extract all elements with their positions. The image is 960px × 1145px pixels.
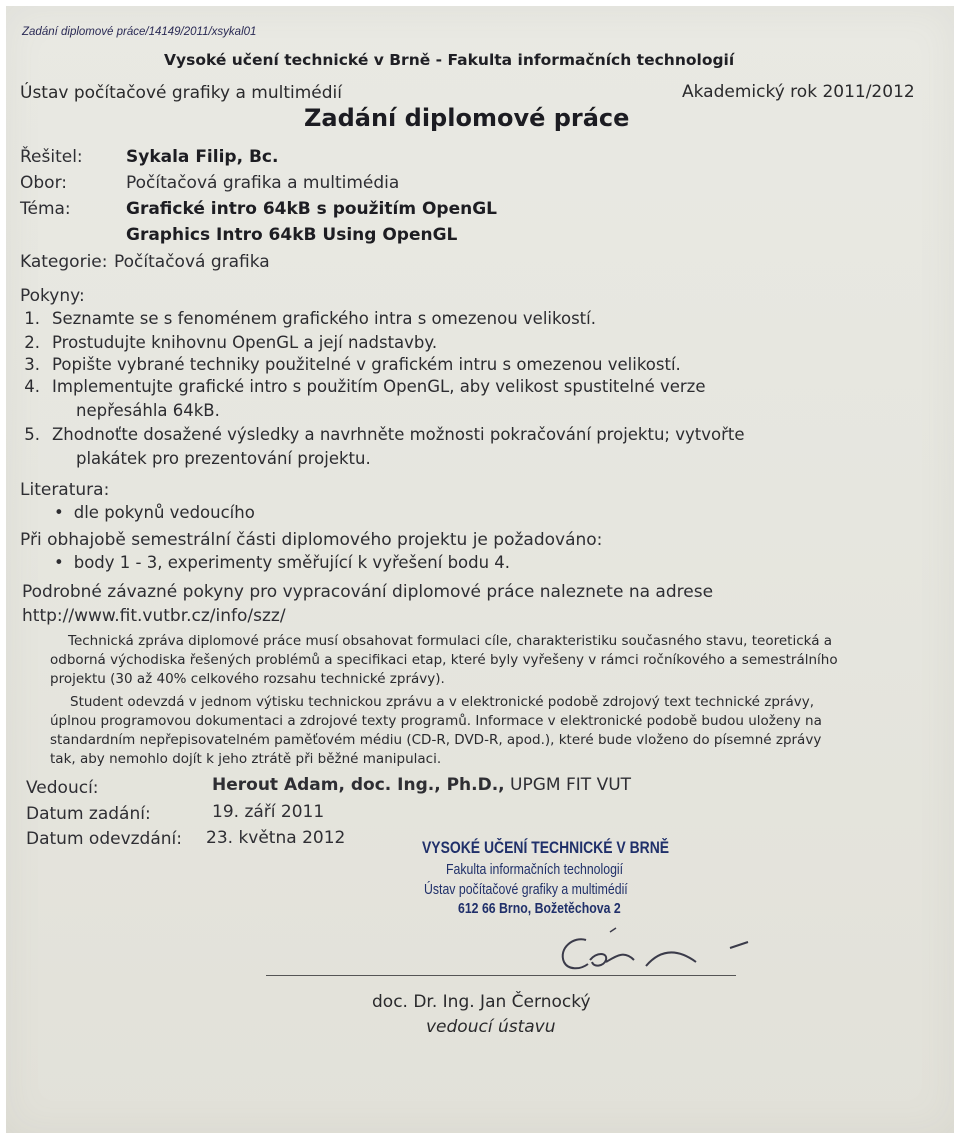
- solver-name: Sykala Filip, Bc.: [126, 147, 279, 167]
- university-heading: Vysoké učení technické v Brně - Fakulta informačních technologií: [164, 51, 735, 69]
- department-name: Ústav počítačové grafiky a multimédií: [20, 83, 342, 103]
- list-item: 2. Prostudujte knihovnu OpenGL a její nadstavby.: [24, 333, 438, 352]
- signatory-name: doc. Dr. Ing. Jan Černocký: [372, 992, 591, 1012]
- list-item: 1. Seznamte se s fenoménem grafického intra s omezenou velikostí.: [24, 309, 596, 328]
- assigned-date: 19. září 2011: [212, 802, 325, 822]
- guidelines-url: http://www.fit.vutbr.cz/info/szz/: [22, 606, 286, 626]
- handwritten-signature: [546, 922, 756, 978]
- topic-czech: Grafické intro 64kB s použitím OpenGL: [126, 199, 497, 219]
- note-line: standardním nepřepisovatelném paměťovém médiu (CD-R, DVD-R, apod.), které bude vloženo do písemné zprávy: [50, 732, 822, 748]
- category-label: Kategorie:: [20, 252, 108, 272]
- stamp-faculty: Fakulta informačních technologií: [446, 861, 624, 878]
- stamp-department: Ústav počítačové grafiky a multimédií: [424, 881, 628, 898]
- solver-label: Řešitel:: [20, 147, 83, 167]
- defense-label: Při obhajobě semestrální části diplomového projektu je požadováno:: [20, 530, 603, 550]
- field-value: Počítačová grafika a multimédia: [126, 173, 400, 193]
- note-line: Technická zpráva diplomové práce musí obsahovat formulaci cíle, charakteristiku současného stavu, teoretická a: [68, 633, 833, 649]
- document-reference: Zadání diplomové práce/14149/2011/xsykal01: [22, 26, 257, 38]
- supervisor: [212, 775, 631, 795]
- supervisor-name: Herout Adam, doc. Ing., Ph.D.,: [212, 775, 505, 795]
- bullet-icon: •: [54, 553, 64, 572]
- category-value: Počítačová grafika: [114, 252, 270, 272]
- note-line: úplnou programovou dokumentaci a zdrojové texty programů. Informace v elektronické podobě budou uloženy na: [50, 713, 822, 729]
- page-title: Zadání diplomové práce: [304, 104, 630, 132]
- list-item-continuation: nepřesáhla 64kB.: [76, 401, 220, 420]
- topic-english: Graphics Intro 64kB Using OpenGL: [126, 225, 458, 245]
- note-line: Student odevzdá v jednom výtisku technickou zprávu a v elektronické podobě zdrojový text technické zprávy,: [70, 694, 815, 710]
- field-label: Obor:: [20, 173, 67, 193]
- signatory-role: vedoucí ústavu: [426, 1017, 556, 1037]
- note-line: projektu (30 až 40% celkového rozsahu technické zprávy).: [50, 671, 445, 687]
- submission-date-label: Datum odevzdání:: [26, 829, 182, 849]
- list-item: 3. Popište vybrané techniky použitelné v grafickém intru s omezenou velikostí.: [24, 355, 681, 374]
- topic-label: Téma:: [20, 199, 71, 219]
- instructions-label: Pokyny:: [20, 286, 85, 306]
- list-item-continuation: plakátek pro prezentování projektu.: [76, 449, 371, 468]
- literature-label: Literatura:: [20, 480, 110, 500]
- stamp-university: VYSOKÉ UČENÍ TECHNICKÉ V BRNĚ: [422, 838, 670, 857]
- list-item: • dle pokynů vedoucího: [54, 503, 255, 522]
- list-item: 4. Implementujte grafické intro s použitím OpenGL, aby velikost spustitelné verze: [24, 377, 706, 396]
- submission-date: 23. května 2012: [206, 828, 346, 848]
- stamp-address: 612 66 Brno, Božetěchova 2: [458, 900, 621, 917]
- list-item: • body 1 - 3, experimenty směřující k vyřešení bodu 4.: [54, 553, 511, 572]
- assigned-date-label: Datum zadání:: [26, 804, 151, 824]
- supervisor-label: Vedoucí:: [26, 778, 99, 798]
- supervisor-unit: UPGM FIT VUT: [510, 775, 632, 795]
- guidelines-text: Podrobné závazné pokyny pro vypracování diplomové práce naleznete na adrese: [22, 582, 714, 602]
- note-line: odborná východiska řešených problémů a specifikaci etap, které byly vyřešeny v rámci ročníkového a semestrálního: [50, 652, 838, 668]
- academic-year: Akademický rok 2011/2012: [682, 82, 915, 102]
- document-page: [6, 6, 954, 1133]
- bullet-icon: •: [54, 503, 64, 522]
- note-line: tak, aby nemohlo dojít k jeho ztrátě při běžné manipulaci.: [50, 751, 442, 767]
- list-item: 5. Zhodnoťte dosažené výsledky a navrhněte možnosti pokračování projektu; vytvořte: [24, 425, 745, 444]
- signature-line: [266, 975, 736, 976]
